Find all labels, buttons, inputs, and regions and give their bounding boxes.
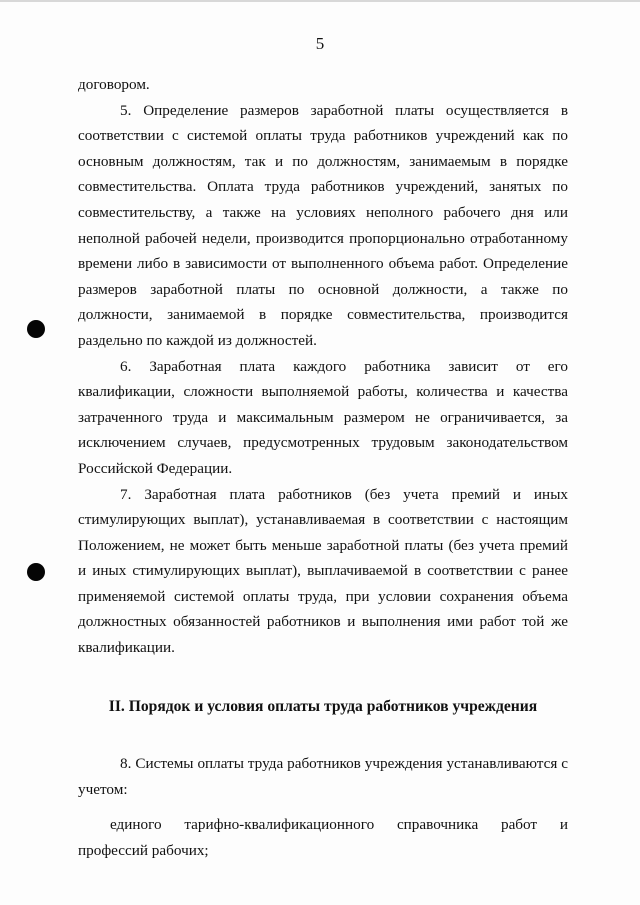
paragraph-continuation: договором.	[78, 76, 150, 93]
list-item-word: работ	[500, 816, 538, 834]
punch-hole-mark	[27, 563, 45, 581]
list-item-word: тарифно-квалификационного	[184, 816, 375, 834]
page-top-edge	[0, 0, 640, 2]
paragraph-8: 8. Системы оплаты труда работников учреждения устанавливаются с учетом:	[78, 755, 568, 798]
document-body	[78, 72, 568, 864]
paragraph-5: 5. Определение размеров заработной платы осуществляется в соответствии с системой оплаты труда работников учреждений как по основным должностям, так и по должностям, занимаемым в порядке совместительства. Оплата труда работников учреждений, занятых по совместительству, а также на условиях неполного рабочего дня или неполной рабочей недели, производится пропорционально отработанному времени либо в зависимости от выполненного объема работ. Определение размеров заработной платы по основной должности, а также по должности, занимаемой в порядке совместительства, производится раздельно по каждой из должностей.	[78, 101, 568, 349]
list-item-word: единого	[110, 816, 162, 834]
paragraph-7: 7. Заработная плата работников (без учета премий и иных стимулирующих выплат), устанавливаемая в соответствии с настоящим Положением, не может быть меньше заработной платы (без учета премий и иных стимулирующих выплат), выплачиваемой в соответствии с ранее применяемой системой оплаты труда, при условии сохранения объема должностных обязанностей работников и выполнения ими работ той же квалификации.	[78, 485, 568, 657]
punch-hole-mark	[27, 320, 45, 338]
list-item-word: и	[559, 816, 568, 834]
list-item-continuation: профессий рабочих;	[78, 842, 209, 860]
paragraph-6: 6. Заработная плата каждого работника зависит от его квалификации, сложности выполняемой работы, количества и качества затраченного труда и максимальным размером не ограничивается, за исключением случаев, предусмотренных трудовым законодательством Российской Федерации.	[78, 357, 568, 477]
list-item-line	[78, 812, 568, 838]
list-item-word: справочника	[396, 816, 479, 834]
page-number: 5	[315, 34, 325, 53]
section-heading: II. Порядок и условия оплаты труда работников учреждения	[108, 697, 538, 715]
